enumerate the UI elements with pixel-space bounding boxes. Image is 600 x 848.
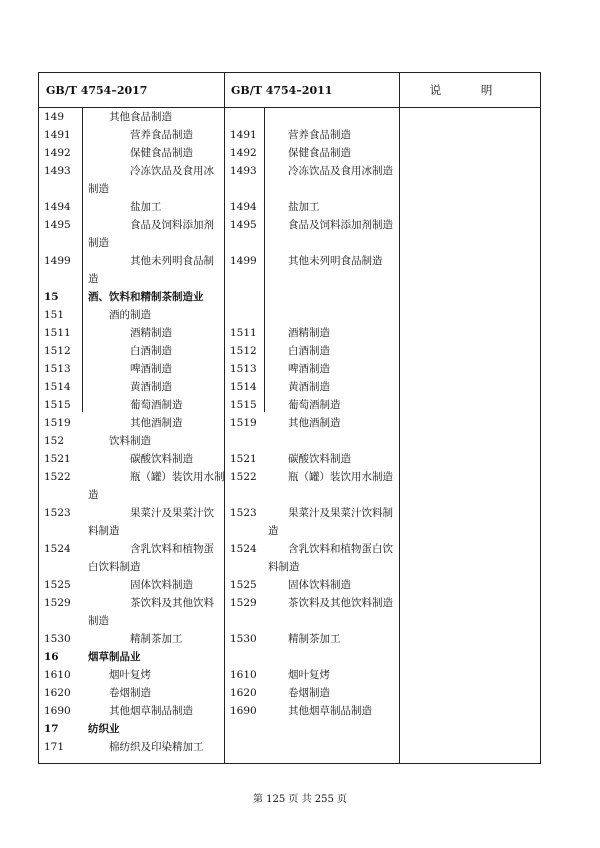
code-2011: 1529 xyxy=(230,597,257,609)
table-row xyxy=(39,522,540,540)
classification-table xyxy=(38,72,541,764)
table-row xyxy=(39,378,540,396)
name-2017: 造 xyxy=(88,273,99,285)
name-2017: 其他食品制造 xyxy=(109,111,172,123)
code-2011: 1514 xyxy=(230,381,257,393)
name-2017: 制造 xyxy=(88,183,109,195)
name-2011: 料制造 xyxy=(268,561,300,573)
name-2011: 其他酒制造 xyxy=(288,417,341,429)
code-2011: 1521 xyxy=(230,453,257,465)
name-2017: 卷烟制造 xyxy=(109,687,151,699)
code-2011: 1519 xyxy=(230,417,257,429)
name-2017: 制造 xyxy=(88,237,109,249)
name-2011: 果菜汁及果菜汁饮料制 xyxy=(288,507,393,519)
code-2011: 1499 xyxy=(230,255,257,267)
table-row xyxy=(39,450,540,468)
table-row xyxy=(39,630,540,648)
name-2011: 瓶（罐）装饮用水制造 xyxy=(288,471,393,483)
table-row xyxy=(39,486,540,504)
name-2017: 碳酸饮料制造 xyxy=(130,453,193,465)
name-2017: 饮料制造 xyxy=(109,435,151,447)
code-2017: 17 xyxy=(44,723,59,735)
code-2017: 1519 xyxy=(44,417,71,429)
name-2017: 茶饮料及其他饮料 xyxy=(130,597,214,609)
code-2011: 1523 xyxy=(230,507,257,519)
table-row xyxy=(39,288,540,306)
name-2011: 固体饮料制造 xyxy=(288,579,351,591)
code-2011: 1524 xyxy=(230,543,257,555)
name-2017: 果菜汁及果菜汁饮 xyxy=(130,507,214,519)
name-2017: 精制茶加工 xyxy=(130,633,183,645)
code-2017: 151 xyxy=(44,309,65,321)
name-2011: 茶饮料及其他饮料制造 xyxy=(288,597,393,609)
code-2011: 1515 xyxy=(230,399,257,411)
name-2011: 食品及饲料添加剂制造 xyxy=(288,219,393,231)
code-2017: 1690 xyxy=(44,705,71,717)
name-2017: 白酒制造 xyxy=(130,345,172,357)
table-row xyxy=(39,342,540,360)
code-2011: 1620 xyxy=(230,687,257,699)
name-2011: 含乳饮料和植物蛋白饮 xyxy=(288,543,393,555)
table-row xyxy=(39,108,540,126)
code-2017: 15 xyxy=(44,291,59,303)
code-2017: 1524 xyxy=(44,543,71,555)
name-2017: 烟叶复烤 xyxy=(109,669,151,681)
table-row xyxy=(39,594,540,612)
name-2011: 啤酒制造 xyxy=(288,363,330,375)
code-2017: 1530 xyxy=(44,633,71,645)
name-2011: 保健食品制造 xyxy=(288,147,351,159)
name-2017: 固体饮料制造 xyxy=(130,579,193,591)
table-row xyxy=(39,396,540,414)
code-2017: 149 xyxy=(44,111,65,123)
code-2017: 1523 xyxy=(44,507,71,519)
name-2017: 酒、饮料和精制茶制造业 xyxy=(88,291,204,303)
table-row xyxy=(39,252,540,270)
code-2017: 1491 xyxy=(44,129,71,141)
name-2017: 其他未列明食品制 xyxy=(130,255,214,267)
code-2011: 1522 xyxy=(230,471,257,483)
name-2017: 啤酒制造 xyxy=(130,363,172,375)
table-row xyxy=(39,468,540,486)
table-row xyxy=(39,324,540,342)
code-2011: 1492 xyxy=(230,147,257,159)
name-2017: 其他酒制造 xyxy=(130,417,183,429)
name-2011: 碳酸饮料制造 xyxy=(288,453,351,465)
code-2017: 1499 xyxy=(44,255,71,267)
name-2017: 制造 xyxy=(88,615,109,627)
name-2017: 造 xyxy=(88,489,99,501)
name-2011: 白酒制造 xyxy=(288,345,330,357)
table-row xyxy=(39,540,540,558)
table-row xyxy=(39,144,540,162)
code-2017: 1494 xyxy=(44,201,71,213)
table-row xyxy=(39,126,540,144)
table-row xyxy=(39,360,540,378)
name-2017: 棉纺织及印染精加工 xyxy=(109,741,204,753)
table-row xyxy=(39,684,540,702)
name-2017: 瓶（罐）装饮用水制 xyxy=(130,471,225,483)
name-2017: 料制造 xyxy=(88,525,120,537)
name-2017: 冷冻饮品及食用冰 xyxy=(130,165,214,177)
header-2011: GB/T 4754–2011 xyxy=(231,83,333,97)
code-2011: 1511 xyxy=(230,327,257,339)
table-row xyxy=(39,666,540,684)
header-note: 说 明 xyxy=(429,83,511,97)
name-2011: 造 xyxy=(268,525,279,537)
code-2017: 1525 xyxy=(44,579,71,591)
code-2017: 1620 xyxy=(44,687,71,699)
name-2017: 酒的制造 xyxy=(109,309,151,321)
table-body xyxy=(39,108,540,756)
code-2017: 16 xyxy=(44,651,59,663)
code-2017: 1610 xyxy=(44,669,71,681)
code-2011: 1495 xyxy=(230,219,257,231)
code-2017: 1521 xyxy=(44,453,71,465)
name-2011: 盐加工 xyxy=(288,201,320,213)
name-2011: 烟叶复烤 xyxy=(288,669,330,681)
code-2017: 1514 xyxy=(44,381,71,393)
name-2017: 酒精制造 xyxy=(130,327,172,339)
name-2011: 精制茶加工 xyxy=(288,633,341,645)
name-2011: 酒精制造 xyxy=(288,327,330,339)
name-2017: 营养食品制造 xyxy=(130,129,193,141)
code-2011: 1513 xyxy=(230,363,257,375)
code-2017: 152 xyxy=(44,435,65,447)
table-row xyxy=(39,414,540,432)
table-row xyxy=(39,504,540,522)
table-row xyxy=(39,612,540,630)
code-2011: 1610 xyxy=(230,669,257,681)
name-2011: 卷烟制造 xyxy=(288,687,330,699)
table-row xyxy=(39,576,540,594)
code-2017: 171 xyxy=(44,741,65,753)
code-2011: 1525 xyxy=(230,579,257,591)
code-2017: 1515 xyxy=(44,399,71,411)
table-row xyxy=(39,162,540,180)
name-2017: 保健食品制造 xyxy=(130,147,193,159)
code-2017: 1511 xyxy=(44,327,71,339)
table-row xyxy=(39,648,540,666)
table-row xyxy=(39,216,540,234)
code-2017: 1495 xyxy=(44,219,71,231)
name-2011: 冷冻饮品及食用冰制造 xyxy=(288,165,393,177)
code-2017: 1512 xyxy=(44,345,71,357)
name-2017: 含乳饮料和植物蛋 xyxy=(130,543,214,555)
code-2011: 1690 xyxy=(230,705,257,717)
code-2017: 1513 xyxy=(44,363,71,375)
code-2017: 1522 xyxy=(44,471,71,483)
name-2011: 葡萄酒制造 xyxy=(288,399,341,411)
code-2011: 1491 xyxy=(230,129,257,141)
code-2011: 1530 xyxy=(230,633,257,645)
name-2011: 其他烟草制品制造 xyxy=(288,705,372,717)
table-row xyxy=(39,180,540,198)
name-2017: 葡萄酒制造 xyxy=(130,399,183,411)
name-2017: 白饮料制造 xyxy=(88,561,141,573)
code-2017: 1529 xyxy=(44,597,71,609)
name-2011: 黄酒制造 xyxy=(288,381,330,393)
name-2017: 烟草制品业 xyxy=(88,651,141,663)
table-row xyxy=(39,558,540,576)
name-2017: 盐加工 xyxy=(130,201,162,213)
page-footer: 第 125 页 共 255 页 xyxy=(252,794,348,805)
code-2017: 1492 xyxy=(44,147,71,159)
code-2017: 1493 xyxy=(44,165,71,177)
code-2011: 1493 xyxy=(230,165,257,177)
name-2011: 营养食品制造 xyxy=(288,129,351,141)
name-2017: 其他烟草制品制造 xyxy=(109,705,193,717)
name-2011: 其他未列明食品制造 xyxy=(288,255,383,267)
table-row xyxy=(39,738,540,756)
name-2017: 食品及饲料添加剂 xyxy=(130,219,214,231)
table-row xyxy=(39,720,540,738)
table-row xyxy=(39,234,540,252)
name-2017: 黄酒制造 xyxy=(130,381,172,393)
code-2011: 1494 xyxy=(230,201,257,213)
table-row xyxy=(39,306,540,324)
table-row xyxy=(39,198,540,216)
table-row xyxy=(39,702,540,720)
table-row xyxy=(39,270,540,288)
table-row xyxy=(39,432,540,450)
name-2017: 纺织业 xyxy=(88,723,120,735)
code-2011: 1512 xyxy=(230,345,257,357)
header-2017: GB/T 4754–2017 xyxy=(46,83,148,97)
